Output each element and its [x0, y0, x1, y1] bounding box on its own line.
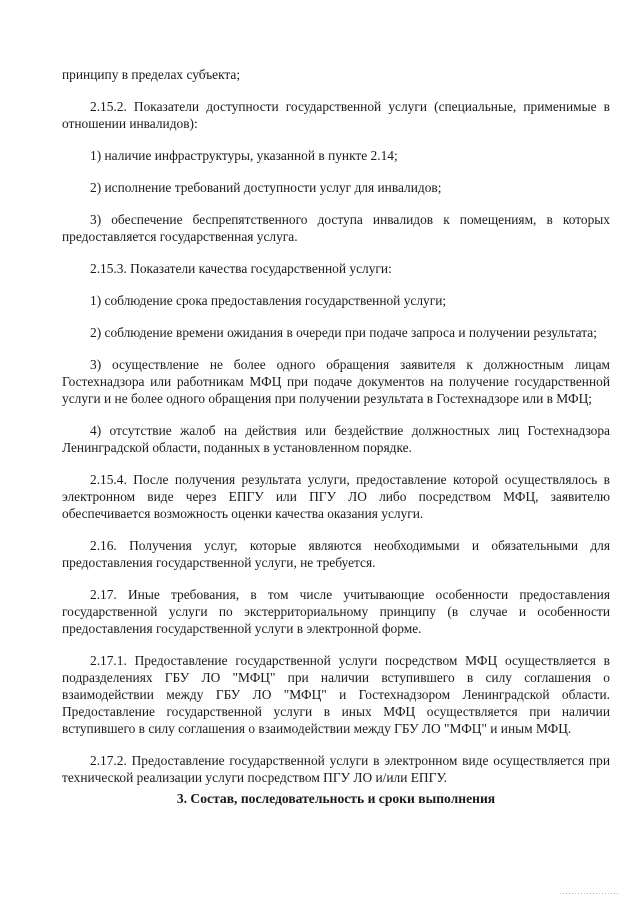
paragraph-2-15-2: 2.15.2. Показатели доступности государственной услуги (специальные, применимые в отношении инвалидов):: [62, 99, 610, 131]
paragraph-2-15-3-item-2: 2) соблюдение времени ожидания в очереди при подаче запроса и получении результата;: [90, 325, 597, 340]
paragraph-2-15-3-item-4: 4) отсутствие жалоб на действия или бездействие должностных лиц Гостехнадзора Ленинградской области, поданных в установленном порядке.: [62, 423, 610, 455]
paragraph-2-17: 2.17. Иные требования, в том числе учитывающие особенности предоставления государственной услуги по экстерриториальному принципу (в случае и особенности предоставления государственной услуги в электронной форме.: [62, 587, 610, 636]
paragraph-2-15-2-item-3: 3) обеспечение беспрепятственного доступа инвалидов к помещениям, в которых предоставляется государственная услуга.: [62, 212, 610, 244]
paragraph-2-15-3-item-3: 3) осуществление не более одного обращения заявителя к должностным лицам Гостехнадзора или работникам МФЦ при подаче документов на получение государственной услуги и не более одного обращения при получении результата в Гостехнадзоре или в МФЦ;: [62, 357, 610, 406]
paragraph-2-15-4: 2.15.4. После получения результата услуги, предоставление которой осуществлялось в электронном виде через ЕПГУ или ПГУ ЛО либо посредством МФЦ, заявителю обеспечивается возможность оценки качества оказания услуги.: [62, 472, 610, 521]
paragraph-2-15-3: 2.15.3. Показатели качества государственной услуги:: [90, 261, 392, 276]
paragraph-2-17-2: 2.17.2. Предоставление государственной услуги в электронном виде осуществляется при технической реализации услуги посредством ПГУ ЛО и/или ЕПГУ.: [62, 753, 610, 785]
paragraph-continuation: принципу в пределах субъекта;: [62, 67, 241, 82]
paragraph-2-15-3-item-1: 1) соблюдение срока предоставления государственной услуги;: [90, 293, 447, 308]
paragraph-2-15-2-item-1: 1) наличие инфраструктуры, указанной в пункте 2.14;: [90, 148, 398, 163]
paragraph-2-16: 2.16. Получения услуг, которые являются необходимыми и обязательными для предоставления государственной услуги, не требуется.: [62, 538, 610, 570]
scan-artifact-line: [560, 893, 620, 894]
paragraph-2-15-2-item-2: 2) исполнение требований доступности услуг для инвалидов;: [90, 180, 442, 195]
paragraph-2-17-1: 2.17.1. Предоставление государственной услуги посредством МФЦ осуществляется в подразделениях ГБУ ЛО "МФЦ" при наличии вступившего в силу соглашения о взаимодействии между ГБУ ЛО "МФЦ" и Гостехнадзором Ленинградской области. Предоставление государственной услуги в иных МФЦ осуществляется при наличии вступившего в силу соглашения о взаимодействии между ГБУ ЛО "МФЦ" и иным МФЦ.: [62, 653, 610, 736]
section-heading: 3. Состав, последовательность и сроки выполнения: [176, 791, 496, 806]
document-page: [62, 66, 610, 807]
